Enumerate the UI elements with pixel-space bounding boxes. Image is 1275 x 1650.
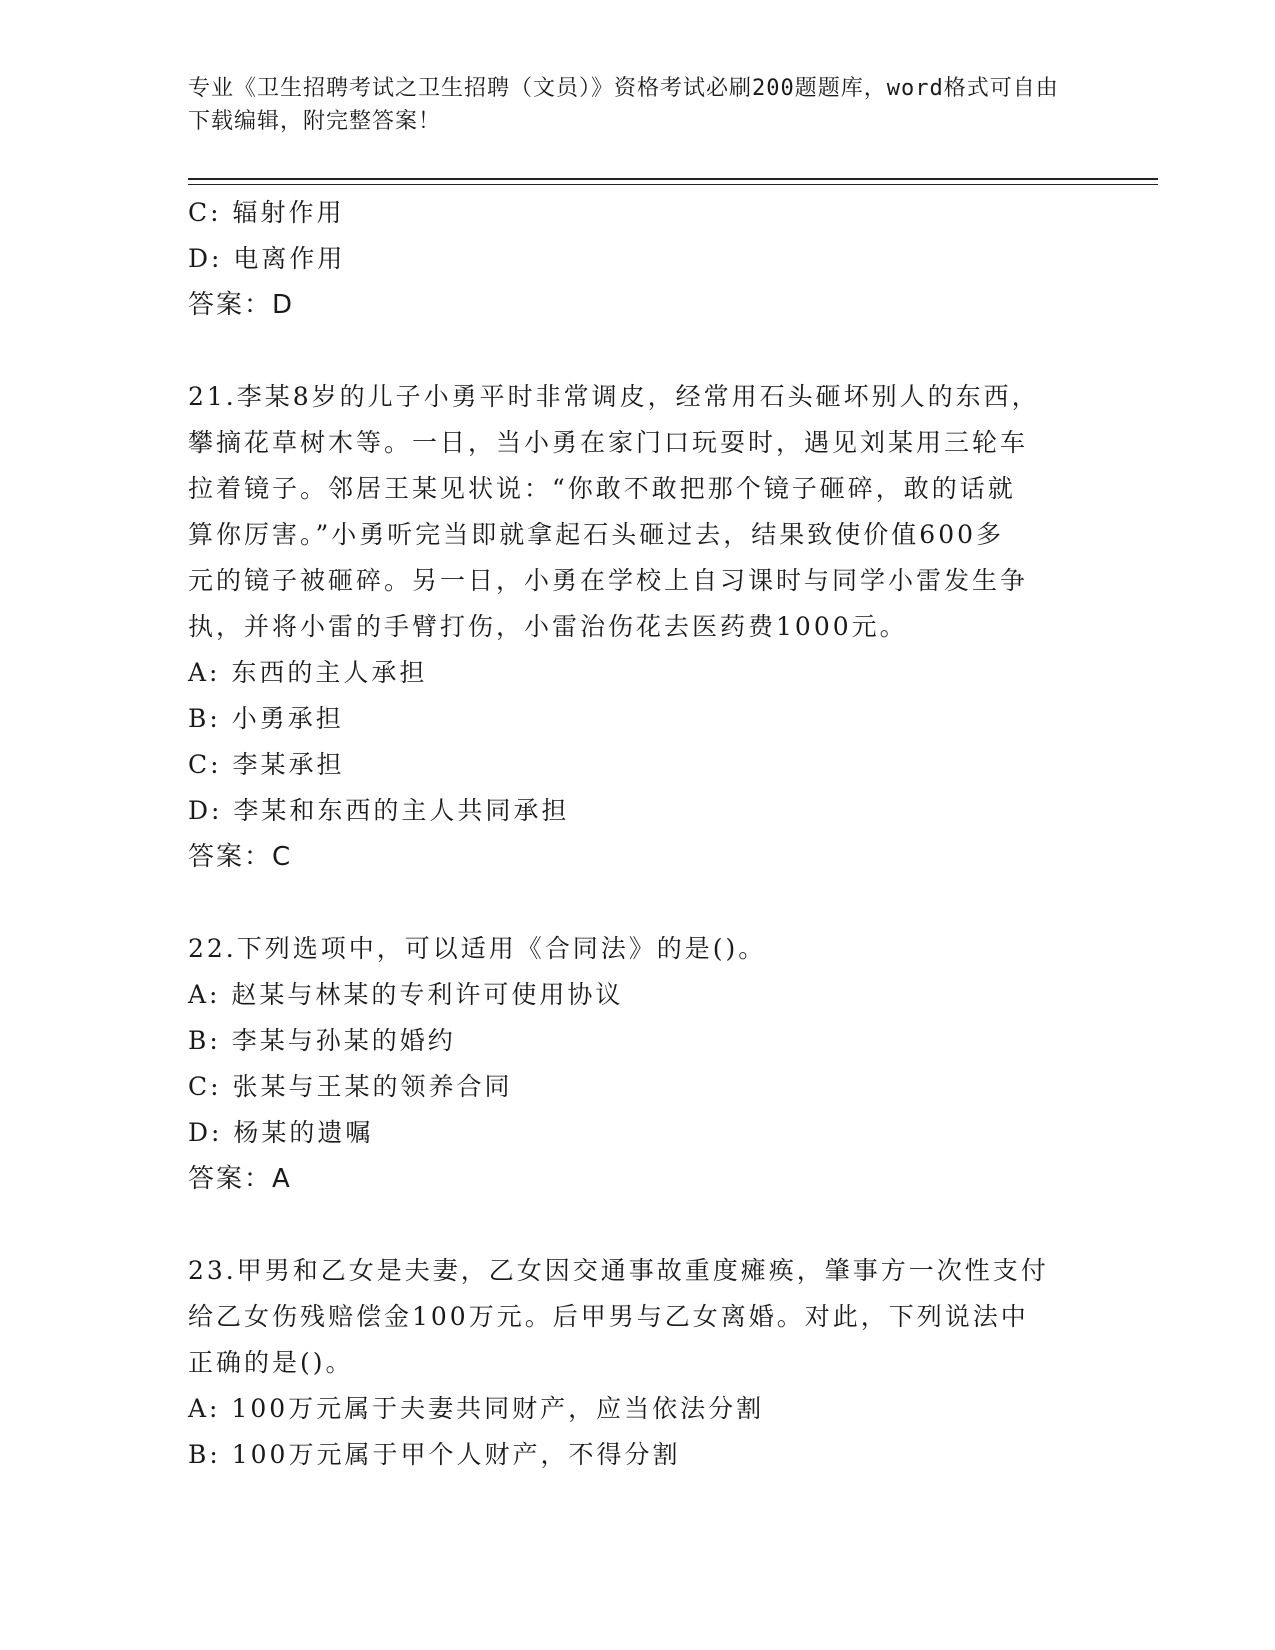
- question-stem-line: 正确的是()。: [188, 1348, 354, 1377]
- option-c: C: 李某承担: [188, 750, 345, 779]
- question-stem-line: 23.甲男和乙女是夫妻，乙女因交通事故重度瘫痪，肇事方一次性支付: [188, 1256, 1049, 1285]
- option-a: A: 100万元属于夫妻共同财产，应当依法分割: [188, 1394, 765, 1423]
- question-stem-line: 元的镜子被砸碎。另一日，小勇在学校上自习课时与同学小雷发生争: [188, 566, 1029, 595]
- question-20-tail: [188, 190, 1108, 328]
- question-stem-line: 拉着镜子。邻居王某见状说：“你敢不敢把那个镜子砸碎，敢的话就: [188, 474, 1016, 503]
- question-22: [188, 926, 1108, 1202]
- option-d: D: 杨某的遗嘱: [188, 1118, 374, 1147]
- option-d: D: 电离作用: [188, 244, 346, 273]
- answer-line: 答案：A: [188, 1164, 292, 1194]
- option-a: A: 赵某与林某的专利许可使用协议: [188, 980, 624, 1009]
- document-body: [188, 190, 1108, 1478]
- option-d: D: 李某和东西的主人共同承担: [188, 796, 570, 825]
- option-c: C: 张某与王某的领养合同: [188, 1072, 513, 1101]
- question-stem-line: 攀摘花草树木等。一日，当小勇在家门口玩耍时，遇见刘某用三轮车: [188, 428, 1029, 457]
- question-21: [188, 374, 1108, 880]
- option-a: A: 东西的主人承担: [188, 658, 428, 687]
- option-c: C: 辐射作用: [188, 198, 345, 227]
- spacer: [188, 880, 1108, 926]
- spacer: [188, 328, 1108, 374]
- question-23: [188, 1248, 1108, 1478]
- option-b: B: 李某与孙某的婚约: [188, 1026, 456, 1055]
- option-b: B: 100万元属于甲个人财产，不得分割: [188, 1440, 681, 1469]
- question-stem-line: 执，并将小雷的手臂打伤，小雷治伤花去医药费1000元。: [188, 612, 908, 641]
- question-stem-line: 22.下列选项中，可以适用《合同法》的是()。: [188, 934, 767, 963]
- question-stem-line: 算你厉害。”小勇听完当即就拿起石头砸过去，结果致使价值600多: [188, 520, 1005, 549]
- question-stem-line: 给乙女伤残赔偿金100万元。后甲男与乙女离婚。对此，下列说法中: [188, 1302, 1029, 1331]
- answer-line: 答案：D: [188, 290, 295, 320]
- spacer: [188, 1202, 1108, 1248]
- question-stem-line: 21.李某8岁的儿子小勇平时非常调皮，经常用石头砸坏别人的东西，: [188, 382, 1040, 411]
- header-rule: [188, 178, 1158, 185]
- option-b: B: 小勇承担: [188, 704, 344, 733]
- page-header: 专业《卫生招聘考试之卫生招聘（文员）》资格考试必刷200题题库，word格式可自由下载编辑，附完整答案！: [188, 76, 1059, 134]
- answer-line: 答案：C: [188, 842, 293, 872]
